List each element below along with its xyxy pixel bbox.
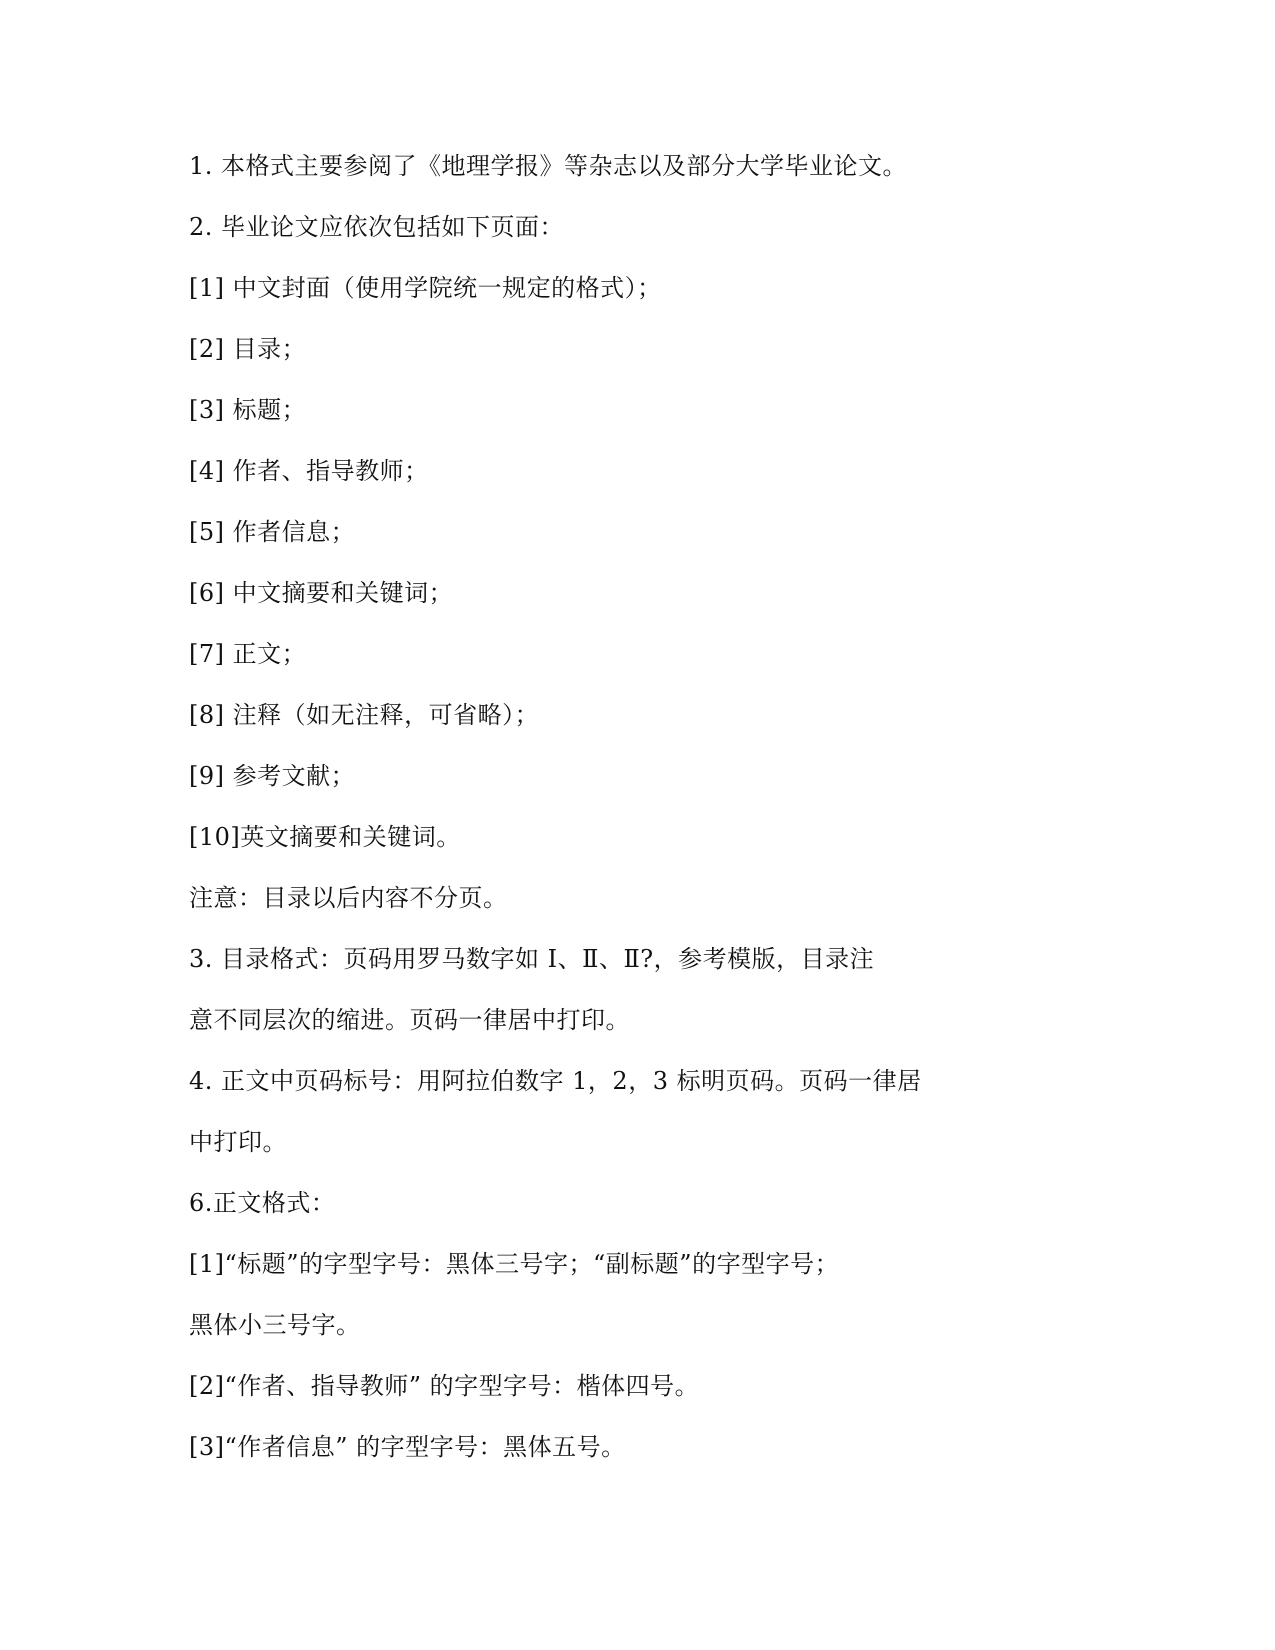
text-line-7: [5] 作者信息； — [189, 518, 356, 546]
document-body — [189, 146, 949, 1488]
text-line-22: [3]“作者信息” 的字型字号：黑体五号。 — [189, 1433, 626, 1461]
text-line-4: [2] 目录； — [189, 335, 307, 363]
text-line-1: 1. 本格式主要参阅了《地理学报》等杂志以及部分大学毕业论文。 — [189, 152, 908, 180]
text-line-15: 意不同层次的缩进。页码一律居中打印。 — [189, 1006, 630, 1034]
text-line-3: [1] 中文封面（使用学院统一规定的格式）； — [189, 274, 662, 302]
text-line-20: 黑体小三号字。 — [189, 1311, 361, 1339]
text-line-9: [7] 正文； — [189, 640, 307, 668]
text-line-18: 6.正文格式： — [189, 1189, 336, 1217]
text-line-19: [1]“标题”的字型字号：黑体三号字；“副标题”的字型字号； — [189, 1250, 840, 1278]
text-line-21: [2]“作者、指导教师” 的字型字号：楷体四号。 — [189, 1372, 700, 1400]
text-line-12: [10]英文摘要和关键词。 — [189, 823, 461, 851]
text-line-13: 注意：目录以后内容不分页。 — [189, 884, 508, 912]
text-line-10: [8] 注释（如无注释，可省略）； — [189, 701, 540, 729]
text-line-17: 中打印。 — [189, 1128, 287, 1156]
text-line-8: [6] 中文摘要和关键词； — [189, 579, 454, 607]
text-line-14: 3. 目录格式：页码用罗马数字如 Ⅰ、Ⅱ、Ⅱ?，参考模版，目录注 — [189, 945, 875, 973]
text-line-11: [9] 参考文献； — [189, 762, 356, 790]
text-line-5: [3] 标题； — [189, 396, 307, 424]
text-line-6: [4] 作者、指导教师； — [189, 457, 429, 485]
text-line-2: 2. 毕业论文应依次包括如下页面： — [189, 213, 565, 241]
text-line-16: 4. 正文中页码标号：用阿拉伯数字 1，2，3 标明页码。页码一律居 — [189, 1067, 922, 1095]
